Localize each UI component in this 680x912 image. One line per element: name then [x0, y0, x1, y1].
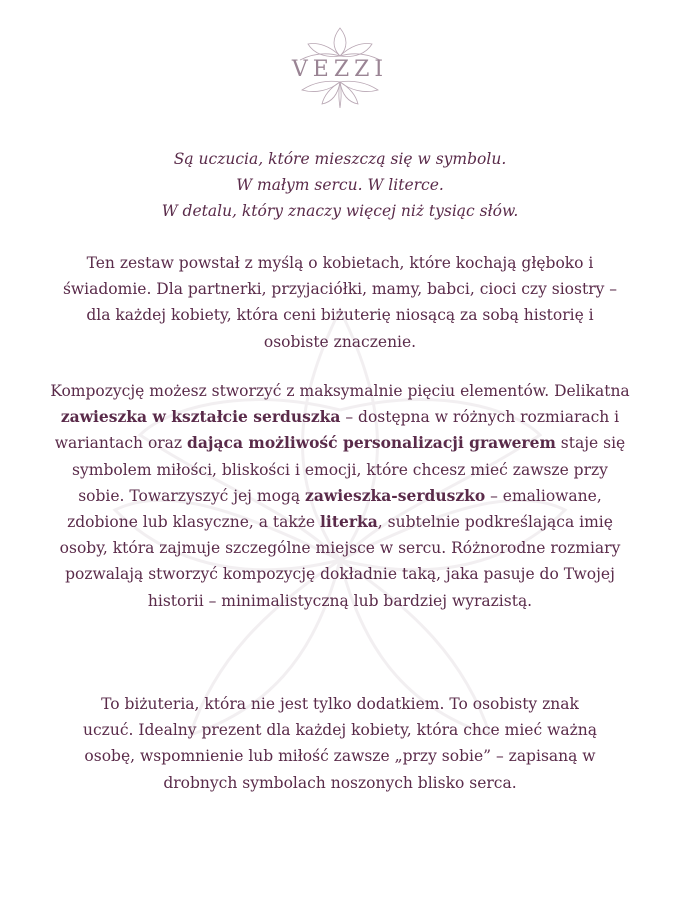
brand-name: VEZZI [291, 57, 389, 82]
paragraph-audience: Ten zestaw powstał z myślą o kobietach, które kochają głęboko i świadomie. Dla partnerki, przyjaciółki, mamy, babci, cioci czy siostry – dla każdej kobiety, która ceni biżuterię niosącą za sobą historię i osobiste znaczenie. [62, 254, 618, 351]
bold-letter: literka [320, 512, 378, 532]
bold-heart-charm: zawieszka-serduszko [305, 485, 486, 505]
bold-engraving: dająca możliwość personalizacji grawerem [187, 433, 556, 453]
text-segment: Kompozycję możesz stworzyć z maksymalnie pięciu elementów. Delikatna [50, 382, 630, 400]
intro-line: W małym sercu. W literce. [236, 176, 444, 194]
intro-tagline [40, 146, 640, 224]
intro-line: Są uczucia, które mieszczą się w symbolu. [173, 150, 507, 168]
paragraph-gift: To biżuteria, która nie jest tylko dodatkiem. To osobisty znak uczuć. Idealny prezent dla każdej kobiety, która chce mieć ważną osobę, wspomnienie lub miłość zawsze „przy sobie” – zapisaną w drobnych symbolach noszonych blisko serca. [83, 695, 597, 792]
text-segment: – dostępna w różnych rozmiarach i wariantach oraz [54, 408, 620, 453]
text-segment: – emaliowane, zdobione lub klasyczne, a także [67, 486, 602, 532]
text-segment: , subtelnie podkreślająca imię osoby, która zajmuje szczególne miejsce w sercu. Różnorodne rozmiary pozwalają stworzyć kompozycję dokładnie taką, jaka pasuje do Twojej historii – minimalistyczną lub bardziej wyrazistą. [59, 513, 621, 610]
text-segment: staje się symbolem miłości, bliskości i emocji, które chcesz mieć zawsze przy sobie. Towarzyszyć jej mogą [72, 434, 626, 505]
intro-line: W detalu, który znaczy więcej niż tysiąc słów. [161, 202, 519, 220]
bold-heart-pendant: zawieszka w kształcie serduszka [60, 407, 341, 427]
brand-logo [0, 24, 680, 114]
paragraph-composition [50, 378, 630, 614]
